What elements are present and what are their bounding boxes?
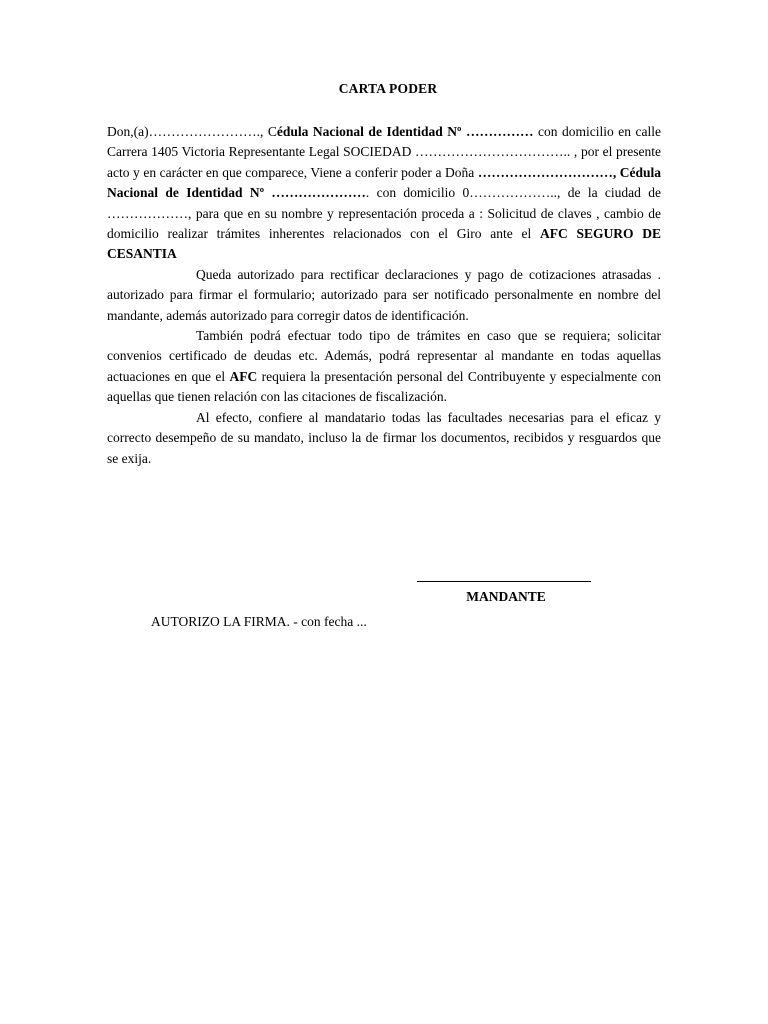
paragraph-grantor [107,122,661,265]
paragraph-faculties: Al efecto, confiere al mandatario todas las facultades necesarias para el eficaz y correcto desempeño de su mandato, incluso la de firmar los documentos, recibidos y resguardos que se exija. [107,409,661,466]
procedures-text-1: También podrá efectuar todo tipo de trámites en caso que se requiera; solicitar convenios certificado de deudas etc. Además, podrá representar al mandante en todas aquellas actuaciones en que el [107,328,661,384]
authorization-line: AUTORIZO LA FIRMA. - con fecha ... [151,614,367,629]
grantor-name-text: Don,(a)……………………., C [107,124,277,139]
attorney-purpose-text: . con domicilio 0……………….., de la ciudad de ………………, para que en su nombre y representación proceda a : Solicitud de claves , cambio de domicilio realizar trámites inherentes relacionados con el Giro ante el [107,185,661,242]
grantor-id-text: édula Nacional de Identidad Nº …………… [276,124,534,139]
signature-label: MANDANTE [466,589,546,604]
grantor-address-text: con domicilio en calle Carrera 1405 Victoria Representante Legal SOCIEDAD …………………………….. , por el presente acto y en carácter en que comparece, Viene a conferir poder a Doña [107,124,661,180]
paragraph-procedures [107,326,661,408]
procedures-afc-text: AFC [229,368,258,384]
afc-entity-text: AFC SEGURO DE CESANTIA [107,226,661,262]
attorney-id-text: …………………………, Cédula Nacional de Identidad Nº ………………… [107,164,661,201]
procedures-text-2: requiera la presentación personal del Contribuyente y especialmente con aquellas que tienen relación con las citaciones de fiscalización. [107,368,661,405]
paragraph-authorizations: Queda autorizado para rectificar declaraciones y pago de cotizaciones atrasadas . autorizado para firmar el formulario; autorizado para ser notificado personalmente en nombre del mandante, además autorizado para corregir datos de identificación. [107,266,661,323]
document-body [107,122,661,469]
signature-line [417,581,591,582]
document-title: CARTA PODER [338,81,438,96]
